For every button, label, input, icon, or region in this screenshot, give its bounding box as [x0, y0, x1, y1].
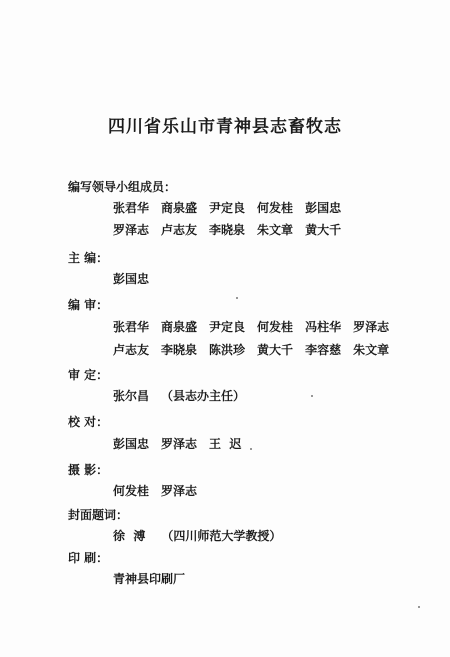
printing-label: 印 刷： [68, 551, 109, 565]
editorial-review-label: 编 审： [68, 298, 109, 312]
name-item: 卢志友 [113, 343, 150, 357]
name-item: 张君华 [113, 320, 150, 334]
name-item: 黄大千 [305, 223, 342, 237]
scan-speck [250, 448, 252, 450]
proofreading-names [113, 435, 241, 452]
final-review-label: 审 定： [68, 368, 109, 382]
name-item: 罗泽志 [161, 484, 198, 498]
editorial-review-row-2 [113, 341, 389, 358]
photography-label: 摄 影： [68, 463, 109, 477]
writing-group-row-1 [113, 199, 341, 216]
printing-names [113, 570, 185, 587]
name-item: 朱文章 [353, 343, 390, 357]
name-item: 王 迟 [209, 437, 242, 451]
name-item: 朱文章 [257, 223, 294, 237]
chief-editor-label: 主 编： [68, 251, 109, 265]
photography-names [113, 482, 197, 499]
scan-speck [236, 297, 238, 299]
cover-inscription-label: 封面题词： [68, 508, 129, 522]
final-review-names [113, 387, 245, 404]
name-item: 彭国忠 [113, 437, 150, 451]
name-item: 何发桂 [257, 201, 294, 215]
name-item: 罗泽志 [353, 320, 390, 334]
scan-speck [311, 395, 313, 397]
writing-group-row-2 [113, 221, 341, 238]
proofreading-label: 校 对： [68, 415, 109, 429]
scan-speck [418, 606, 420, 608]
name-item: 李晓泉 [209, 223, 246, 237]
name-item: 罗泽志 [161, 437, 198, 451]
name-item: 彭国忠 [113, 272, 150, 286]
name-item: 何发桂 [257, 320, 294, 334]
writing-group-label: 编写领导小组成员： [68, 180, 177, 194]
name-item: 冯柱华 [305, 320, 342, 334]
name-item: 张尔昌 [113, 389, 150, 403]
name-item: 何发桂 [113, 484, 150, 498]
editorial-review-row-1 [113, 318, 389, 335]
document-title: 四川省乐山市青神县志畜牧志 [108, 117, 342, 137]
name-item: 商泉盛 [161, 201, 198, 215]
name-item: 彭国忠 [305, 201, 342, 215]
name-item: 青神县印刷厂 [113, 572, 186, 586]
name-item: 徐 溥 [113, 529, 146, 543]
name-item: 尹定良 [209, 320, 246, 334]
name-item: 商泉盛 [161, 320, 198, 334]
name-item: 黄大千 [257, 343, 294, 357]
name-item: 尹定良 [209, 201, 246, 215]
name-item: 卢志友 [161, 223, 198, 237]
name-item: 李晓泉 [161, 343, 198, 357]
name-note: （县志办主任） [161, 389, 246, 403]
name-item: 李容慈 [305, 343, 342, 357]
chief-editor-names [113, 270, 149, 287]
name-item: 陈洪珍 [209, 343, 246, 357]
name-item: 罗泽志 [113, 223, 150, 237]
name-note: （四川师范大学教授） [161, 529, 282, 543]
name-item: 张君华 [113, 201, 150, 215]
cover-inscription-names [113, 527, 281, 544]
